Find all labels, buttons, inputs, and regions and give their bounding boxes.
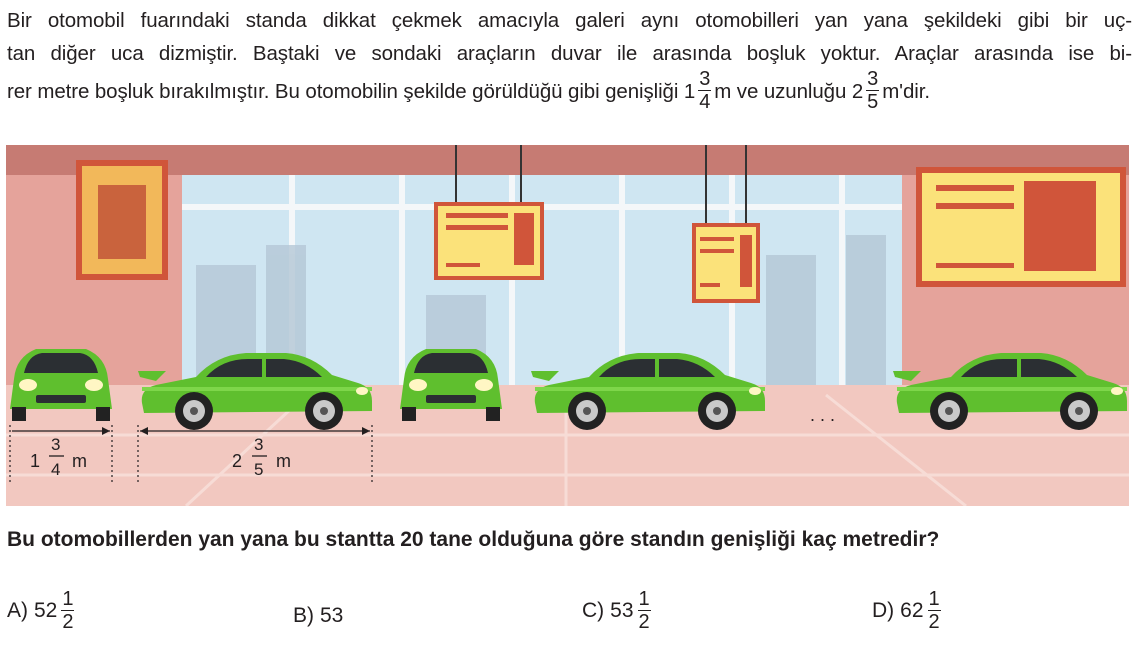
showroom-illustration (6, 145, 1129, 506)
left-wall-poster (76, 160, 168, 280)
length-label-whole: 2 (232, 451, 243, 471)
option-b[interactable]: B) 53 (293, 604, 344, 627)
width-label-unit: m (72, 451, 87, 471)
option-d-fraction: $\frac{1}{2}$ (928, 588, 940, 633)
problem-line-1: Bir otomobil fuarındaki standa dikkat çekmek amacıyla galeri aynı otomobilleri yan yana şekildeki gibi bir uç- (7, 9, 1132, 32)
length-label-unit: m (276, 451, 291, 471)
length-label-den: 5 (254, 460, 264, 479)
problem-line-3: rer metre boşluk bırakılmıştır. Bu otomobilin şekilde görüldüğü gibi genişliği 1 $\frac{3}{4}$ m ve uzunluğu 2 $\frac{3}{5}$ m'dir. (7, 68, 930, 114)
ellipsis: . . . (810, 405, 836, 425)
option-c[interactable]: C) 53 $\frac{1}{2}$ (582, 588, 650, 633)
option-a-fraction: $\frac{1}{2}$ (62, 588, 74, 633)
problem-line-2: tan diğer uca dizmiştir. Baştaki ve sondaki araçların duvar ile arasında boşluk yoktur. Araçlar arasında ise bi- (7, 42, 1132, 65)
length-label-num: 3 (254, 435, 264, 454)
width-label-num: 3 (51, 435, 61, 454)
option-c-fraction: $\frac{1}{2}$ (638, 588, 650, 633)
problem-text (7, 4, 1132, 114)
right-wall-poster (916, 167, 1126, 287)
option-a[interactable]: A) 52 $\frac{1}{2}$ (7, 588, 74, 633)
option-d[interactable]: D) 62 $\frac{1}{2}$ (872, 588, 940, 633)
car-length-fraction: $\frac{3}{5}$ (867, 68, 879, 114)
width-label-den: 4 (51, 460, 61, 479)
question-text: Bu otomobillerden yan yana bu stantta 20 tane olduğuna göre standın genişliği kaç metredir? (7, 528, 940, 551)
width-label-whole: 1 (30, 451, 41, 471)
car-width-fraction: $\frac{3}{4}$ (699, 68, 711, 114)
